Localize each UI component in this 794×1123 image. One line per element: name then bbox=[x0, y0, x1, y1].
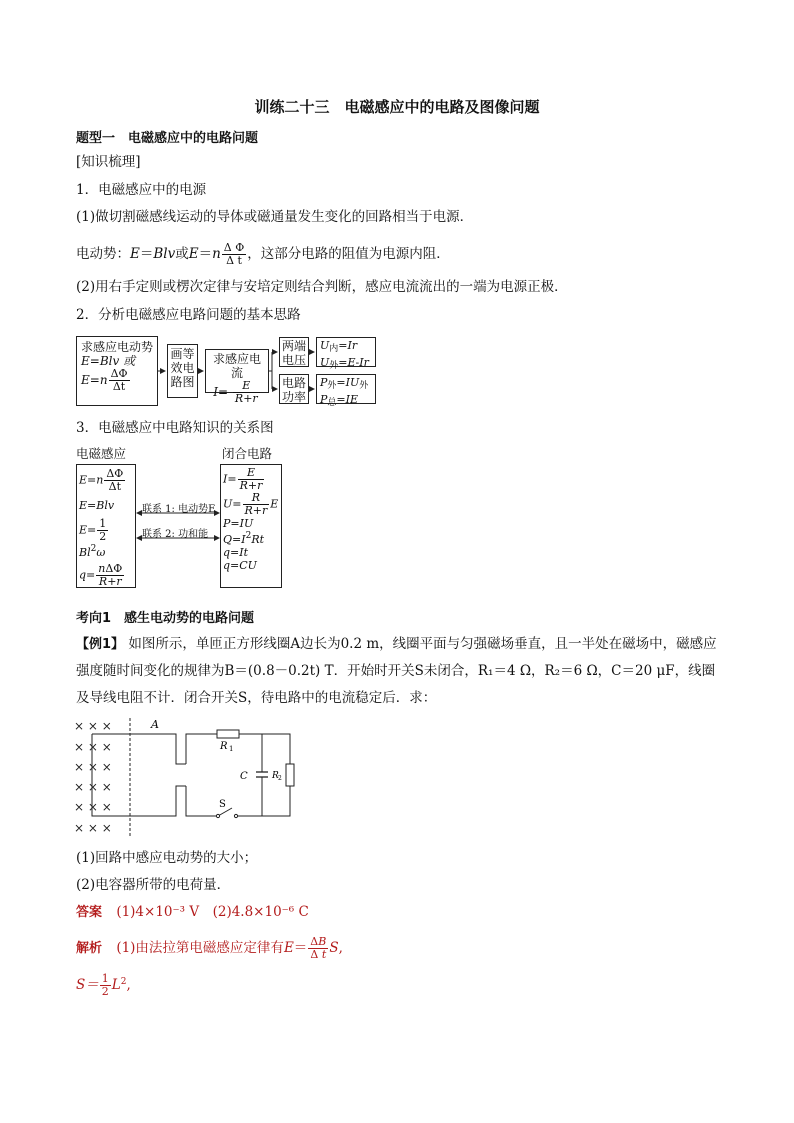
flow-box-current: 求感应电流 I= $\frac{E}{R+r}$ bbox=[205, 349, 269, 393]
svg-text:× × ×: × × × bbox=[74, 719, 112, 733]
example-line-2: 强度随时间变化的规律为B＝(0.8－0.2t) T．开始时开关S未闭合，R₁＝4 Ω，R₂＝6 Ω，C＝20 μF，线圈 bbox=[76, 663, 716, 679]
capacitor-label: C bbox=[240, 771, 248, 782]
emf-fraction: $\frac{\text{Δ Φ}}{\text{Δ t}}$ bbox=[223, 241, 245, 267]
coil-label: A bbox=[151, 718, 159, 731]
emf-suffix: ，这部分电路的阻值为电源内阻． bbox=[247, 246, 450, 262]
answer-label: 答案 bbox=[76, 905, 103, 920]
flow-box-voltage: 两端电压 bbox=[279, 337, 309, 367]
relation-arrows bbox=[76, 444, 282, 592]
item1-heading: 1．电磁感应中的电源 bbox=[76, 182, 207, 198]
relation-link-2: 联系 2: 功和能 bbox=[142, 529, 209, 540]
example-line-3: 及导线电阻不计．闭合开关S，待电路中的电流稳定后．求： bbox=[76, 690, 437, 706]
example-label: 【例1】 bbox=[76, 637, 125, 652]
r1-label: R bbox=[220, 741, 228, 752]
svg-text:1: 1 bbox=[229, 745, 234, 753]
flow-box-power-formula: $P_外=IU_外$ $P_总=IE$ bbox=[316, 374, 376, 404]
analysis-text: (1)由法拉第电磁感应定律有 bbox=[116, 940, 284, 956]
emf-formula-line: 电动势：E＝Blv或E＝n $\frac{\text{Δ Φ}}{\text{Δ t}}$ ，这部分电路的阻值为电源内阻． bbox=[76, 241, 450, 267]
circuit-figure bbox=[72, 716, 298, 840]
analysis-line: 解析 (1)由法拉第电磁感应定律有E＝ $\frac{\Delta B}{\text{Δ t}}$ S, bbox=[76, 935, 343, 961]
resistor-r1 bbox=[217, 730, 239, 738]
answer-text: (1)4×10⁻³ V (2)4.8×10⁻⁶ C bbox=[116, 904, 309, 920]
flow-diagram bbox=[76, 334, 376, 408]
analysis-line-2: S＝ $\frac{1}{2}$ $L^2$, bbox=[76, 972, 131, 998]
emf-prefix: 电动势： bbox=[76, 246, 130, 262]
flow-box-emf-formula1: E=Blv 或 bbox=[81, 354, 136, 368]
analysis-label: 解析 bbox=[76, 941, 103, 956]
example-line-1 bbox=[76, 634, 717, 655]
item2-heading: 2．分析电磁感应电路问题的基本思路 bbox=[76, 307, 301, 323]
kaoxiang-heading: 考向1 感生电动势的电路问题 bbox=[76, 611, 255, 626]
relation-diagram bbox=[76, 444, 282, 592]
section-heading: 题型一 电磁感应中的电路问题 bbox=[76, 131, 259, 146]
relation-left-box: E=n $\frac{\Delta\Phi}{\Delta t}$ E=Blv E= $\frac{1}{2}$ Bl$^2$ω q= $\frac{\text{nΔΦ}}{R+r}$ bbox=[76, 464, 136, 588]
knowledge-label: [知识梳理] bbox=[76, 154, 141, 170]
item1-paragraph: (1)做切割磁感线运动的导体或磁通量发生变化的回路相当于电源． bbox=[76, 209, 474, 225]
question-1: (1)回路中感应电动势的大小； bbox=[76, 850, 258, 866]
example-text-1: 如图所示，单匝正方形线圈A边长为0.2 m，线圈平面与匀强磁场垂直，且一半处在磁场中，磁感应 bbox=[128, 636, 717, 652]
svg-text:2: 2 bbox=[278, 775, 282, 782]
r2-label: R bbox=[272, 771, 279, 781]
switch-label: S bbox=[219, 799, 226, 810]
magnetic-field-crosses bbox=[74, 719, 112, 835]
svg-text:× × ×: × × × bbox=[74, 760, 112, 774]
question-2: (2)电容器所带的电荷量． bbox=[76, 877, 231, 893]
flow-box-voltage-formula: $U_内=Ir$ $U_外=E-Ir$ bbox=[316, 337, 376, 367]
svg-text:× × ×: × × × bbox=[74, 821, 112, 835]
relation-right-title: 闭合电路 bbox=[222, 446, 273, 461]
relation-right-box: I= $\frac{E}{R+r}$ U= $\frac{R}{R+r}$ E P=IU $Q=I^2Rt$ q=It q=CU bbox=[220, 464, 282, 588]
flow-box-power: 电路功率 bbox=[279, 374, 309, 404]
item1-paragraph-2: (2)用右手定则或楞次定律与安培定则结合判断，感应电流流出的一端为电源正极． bbox=[76, 279, 568, 295]
page-title: 训练二十三 电磁感应中的电路及图像问题 bbox=[254, 98, 540, 116]
relation-left-title: 电磁感应 bbox=[76, 446, 127, 461]
flow-box-emf-title: 求感应电动势 bbox=[81, 340, 154, 354]
svg-text:× × ×: × × × bbox=[74, 780, 112, 794]
resistor-r2 bbox=[286, 764, 294, 786]
answer-line bbox=[76, 902, 309, 923]
svg-text:× × ×: × × × bbox=[74, 740, 112, 754]
flow-box-current-title: 求感应电流 bbox=[212, 352, 261, 380]
relation-link-1: 联系 1: 电动势E bbox=[142, 504, 216, 515]
item3-heading: 3．电磁感应中电路知识的关系图 bbox=[76, 420, 274, 436]
flow-box-emf: 求感应电动势 E=Blv 或 E=n $\frac{\Delta\Phi}{\Delta t}$ bbox=[76, 336, 158, 406]
svg-text:× × ×: × × × bbox=[74, 800, 112, 814]
analysis-eq2: S＝ bbox=[76, 977, 99, 993]
flow-box-circuit: 画等效电路图 bbox=[167, 344, 198, 398]
